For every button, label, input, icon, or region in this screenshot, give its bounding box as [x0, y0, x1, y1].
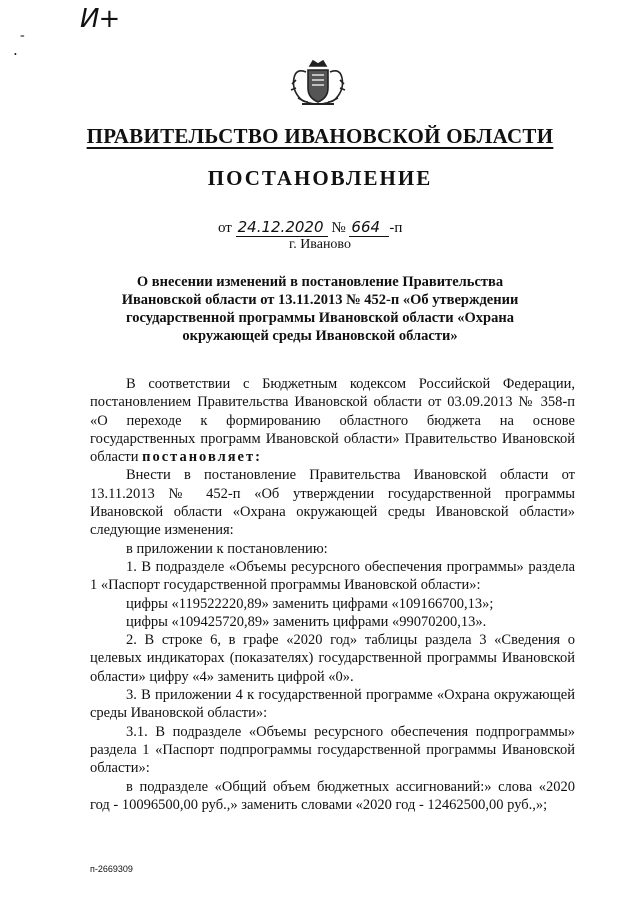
paragraph: в приложении к постановлению: [126, 540, 328, 557]
handwritten-date: 24.12.2020 [236, 219, 328, 237]
handwritten-number: 664 [349, 219, 389, 237]
coat-of-arms-emblem [288, 58, 348, 110]
handwritten-corner-note: И+ [80, 4, 120, 34]
paragraph: в подразделе «Общий объем бюджетных ассигнований:» слова «2020 год - 10096500,00 руб.,» заменить словами «2020 год - 12462500,00 руб.,»; [90, 778, 575, 813]
paragraph: цифры «119522220,89» заменить цифрами «109166700,13»; [126, 595, 494, 612]
document-body [90, 375, 575, 814]
government-title: ПРАВИТЕЛЬСТВО ИВАНОВСКОЙ ОБЛАСТИ [86, 124, 554, 148]
resolution-word: постановляет: [142, 449, 262, 466]
scan-mark: - [20, 28, 25, 43]
scan-mark: • [14, 50, 17, 59]
paragraph: Внести в постановление Правительства Ивановской области от 13.11.2013 № 452-п «Об утверждении государственной программы Ивановской области «Охрана окружающей среды Ивановской области» следующие изменения: [90, 467, 575, 539]
paragraph: В соответствии с Бюджетным кодексом Российской Федерации, постановлением Правительства Ивановской области от 03.09.2013 № 358-п «О переходе к формированию областного бюджета на основе государственных программ Ивановской области» Правительство Ивановской области постановляет: [90, 376, 575, 466]
city: г. Иваново [289, 237, 351, 252]
document-subject: О внесении изменений в постановление Правительства Ивановской области от 13.11.2013 № 452-п «Об утверждении государственной программы Ивановской области «Охрана окружающей среды Ивановской области» [121, 274, 519, 344]
paragraph: 3.1. В подразделе «Объемы ресурсного обеспечения подпрограммы» раздела 1 «Паспорт подпрограммы государственной программы Ивановской области»: [90, 723, 575, 777]
paragraph: 2. В строке 6, в графе «2020 год» таблицы раздела 3 «Сведения о целевых индикаторах (показателях) государственной программы Ивановской области» цифру «4» заменить цифрой «0». [90, 632, 575, 685]
date-number-line [218, 219, 402, 237]
paragraph: 1. В подразделе «Объемы ресурсного обеспечения программы» раздела 1 «Паспорт государственной программы Ивановской области»: [90, 558, 575, 594]
footer-code: п-2669309 [90, 864, 133, 874]
number-suffix: -п [389, 220, 403, 236]
date-prefix: от [218, 220, 232, 236]
paragraph: 3. В приложении 4 к государственной программе «Охрана окружающей среды Ивановской области»: [90, 687, 575, 722]
document-type: ПОСТАНОВЛЕНИЕ [207, 166, 433, 190]
paragraph: цифры «109425720,89» заменить цифрами «99070200,13». [126, 613, 487, 630]
number-sign: № [331, 220, 346, 236]
